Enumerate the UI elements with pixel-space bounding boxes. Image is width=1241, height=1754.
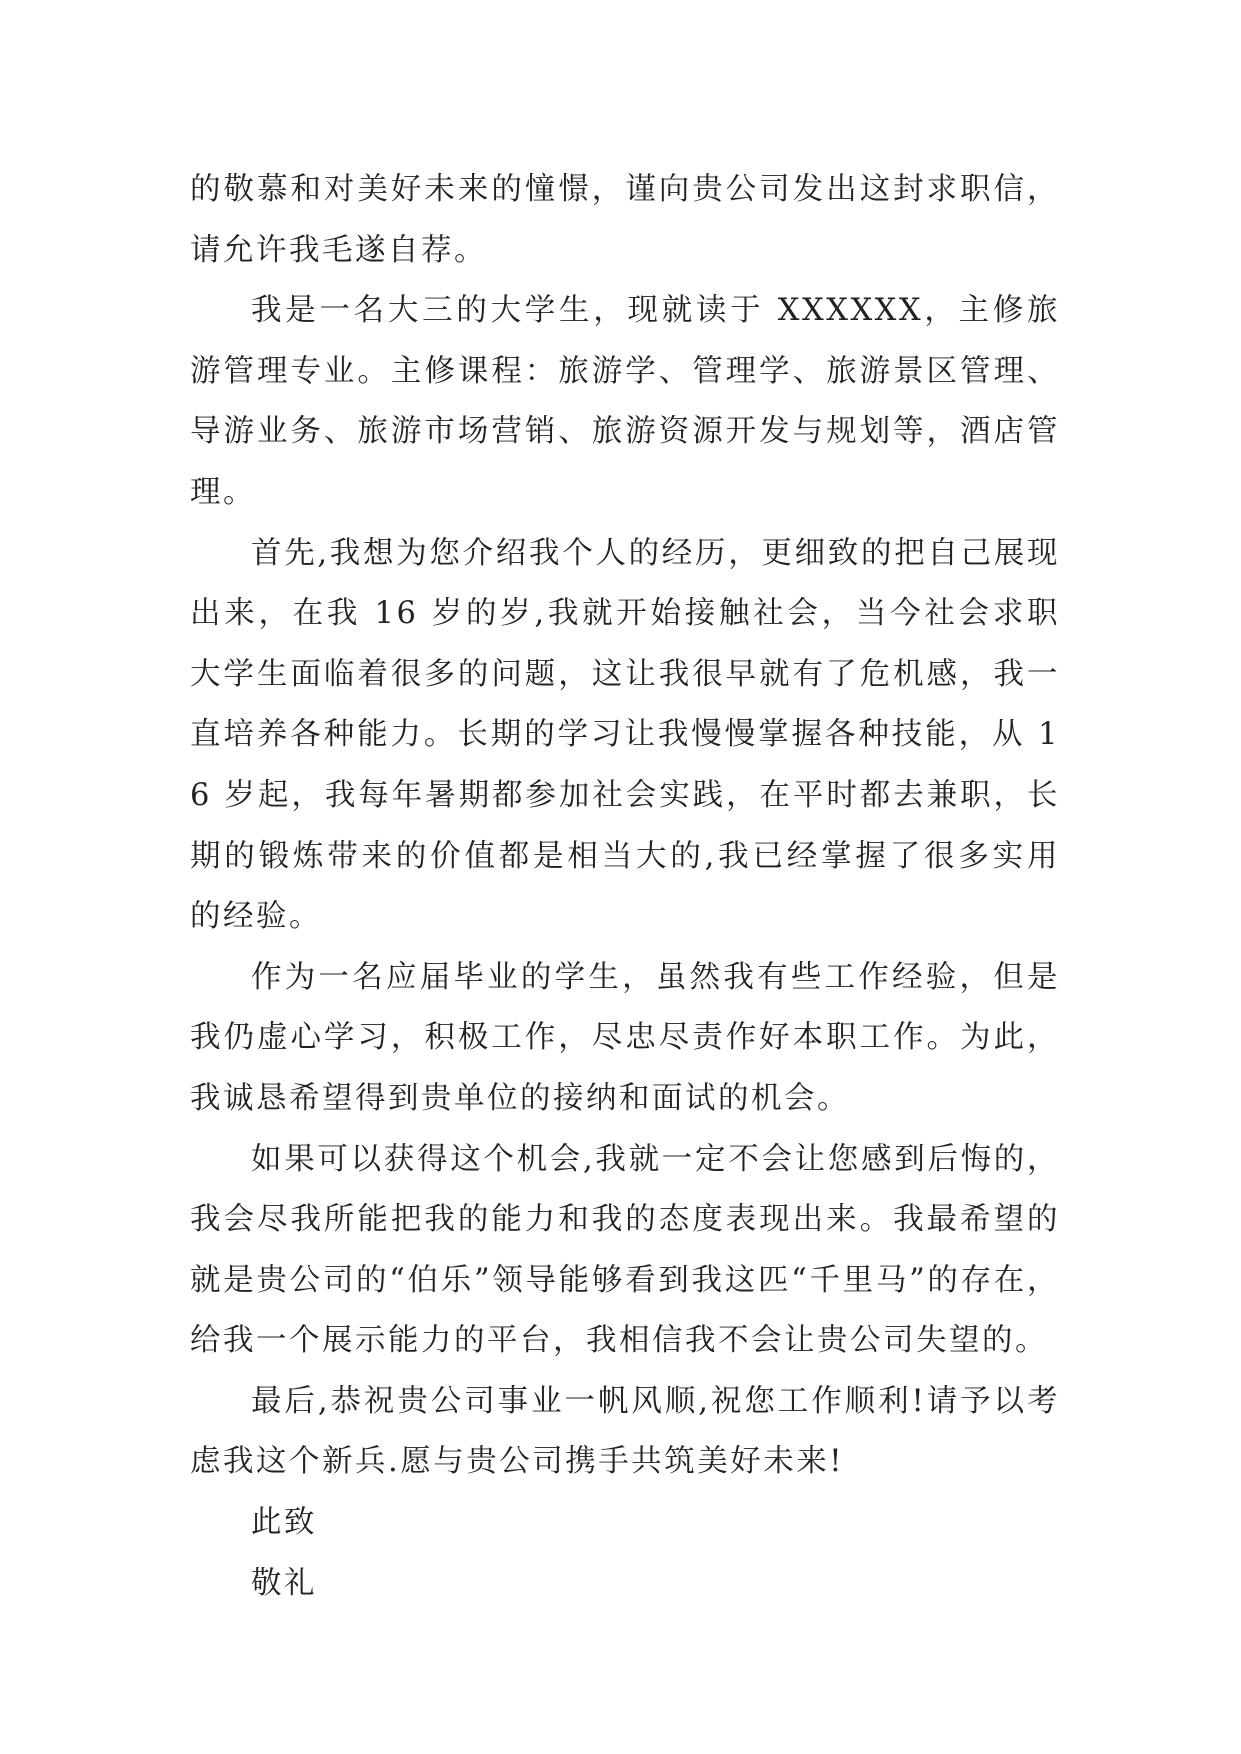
paragraph-continued: 的敬慕和对美好未来的憧憬，谨向贵公司发出这封求职信，请允许我毛遂自荐。 xyxy=(190,172,1060,268)
paragraph-attitude: 作为一名应届毕业的学生，虽然我有些工作经验，但是我仍虚心学习，积极工作，尽忠尽责作好本职工作。为此，我诚恳希望得到贵单位的接纳和面试的机会。 xyxy=(190,959,1060,1116)
paragraph-experience: 首先,我想为您介绍我个人的经历，更细致的把自己展现出来，在我 16 岁的岁,我就开始接触社会，当今社会求职大学生面临着很多的问题，这让我很早就有了危机感，我一直培养各种能力。长期的学习让我慢慢掌握各种技能，从 16 岁起，我每年暑期都参加社会实践，在平时都去兼职，长期的锻炼带来的价值都是相当大的,我已经掌握了很多实用的经验。 xyxy=(190,535,1060,935)
paragraph-opportunity: 如果可以获得这个机会,我就一定不会让您感到后悔的，我会尽我所能把我的能力和我的态度表现出来。我最希望的就是贵公司的“伯乐”领导能够看到我这匹“千里马”的存在，给我一个展示能力的平台，我相信我不会让贵公司失望的。 xyxy=(190,1141,1060,1359)
paragraph-wishes: 最后,恭祝贵公司事业一帆风顺,祝您工作顺利!请予以考虑我这个新兵.愿与贵公司携手共筑美好未来! xyxy=(190,1383,1060,1480)
paragraph-education: 我是一名大三的大学生，现就读于 XXXXXX，主修旅游管理专业。主修课程：旅游学、管理学、旅游景区管理、导游业务、旅游市场营销、旅游资源开发与规划等，酒店管理。 xyxy=(190,293,1060,510)
closing-line-1: 此致 xyxy=(251,1505,317,1541)
closing-line-2: 敬礼 xyxy=(251,1565,317,1601)
letter-body xyxy=(190,160,1060,1614)
